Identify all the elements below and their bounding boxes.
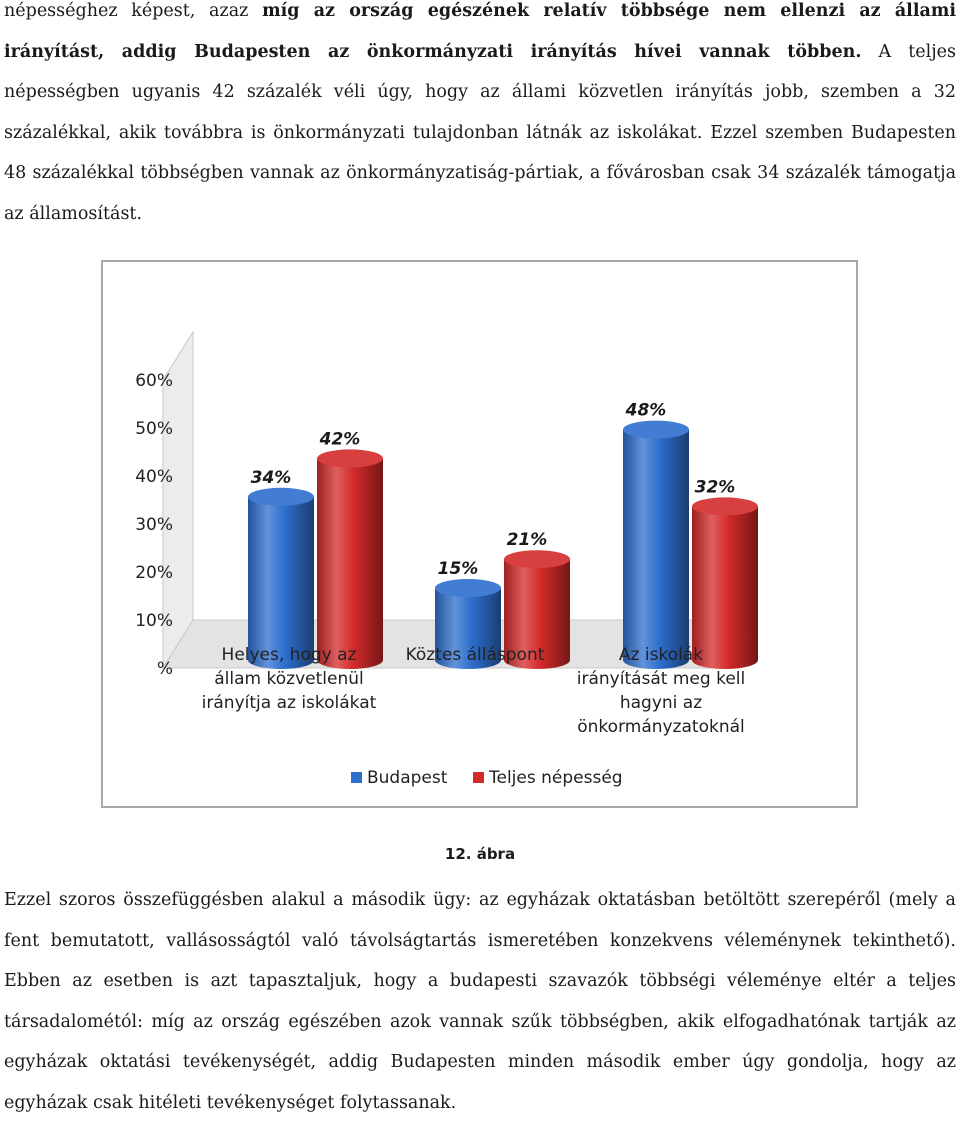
intro-bold-statement: míg az ország egészének relatív többsége nem ellenzi az állami irányítást, addig Budapesten az önkormányzati irányítás hívei vannak többen. — [4, 1, 956, 62]
legend-swatch — [351, 772, 362, 783]
data-label: 15% — [437, 559, 479, 579]
y-tick-label: 40% — [135, 467, 173, 487]
figure-caption: 12. ábra — [444, 845, 516, 863]
category-label: Helyes, hogy az — [221, 645, 357, 665]
data-label: 32% — [694, 477, 736, 498]
bar-top-2 — [692, 497, 758, 515]
bar-chart — [103, 262, 856, 806]
bar-top-1 — [504, 550, 570, 568]
bar-budapest-0 — [248, 497, 314, 669]
legend-label: Teljes népesség — [489, 768, 623, 788]
y-tick-label: 50% — [135, 419, 173, 439]
category-label: hagyni az — [619, 693, 703, 713]
y-tick-label: 60% — [135, 371, 173, 391]
intro-paragraph — [4, 0, 956, 235]
legend-swatch — [473, 772, 484, 783]
category-label: önkormányzatoknál — [577, 717, 745, 737]
bar-top-0 — [317, 449, 383, 467]
intro-text-rest: A teljes népességben ugyanis 42 százalék véli úgy, hogy az állami közvetlen irányítás jobb, szemben a 32 százalékkal, akik továbbra is önkormányzati tulajdonban látnák az iskolákat. Ezzel szemben Budapesten 48 százalékkal többségben vannak az önkormányzatiság-pártiak, a fővárosban csak 34 százalék támogatja az államosítást. — [4, 41, 956, 224]
data-label: 42% — [319, 429, 361, 450]
category-label: irányítását meg kell — [576, 669, 746, 689]
bar-teljes-népesség-0 — [317, 458, 383, 669]
category-label: Az iskolák — [618, 645, 704, 665]
category-label: Köztes álláspont — [405, 645, 545, 665]
legend-label: Budapest — [367, 768, 448, 788]
y-tick-label: % — [156, 659, 173, 679]
bar-top-1 — [435, 579, 501, 597]
data-label: 21% — [506, 530, 548, 551]
category-label: irányítja az iskolákat — [201, 693, 377, 713]
category-label: állam közvetlenül — [214, 669, 364, 689]
bar-chart-figure — [101, 260, 858, 808]
body-paragraph: Ezzel szoros összefüggésben alakul a második ügy: az egyházak oktatásban betöltött szerepéről (mely a fent bemutatott, vallásosságtól való távolságtartás ismeretében konzekvens véleménynek tekinthető). Ebben az esetben is azt tapasztaljuk, hogy a budapesti szavazók többségi véleménye eltér a teljes társadalométól: míg az ország egészében azok vannak szűk többségben, akik elfogadhatónak tartják az egyházak oktatási tevékenységét, addig Budapesten minden második ember úgy gondolja, hogy az egyházak csak hitéleti tevékenységet folytassanak. — [4, 890, 956, 1113]
intro-text-start: népességhez képest, azaz — [4, 1, 263, 21]
y-tick-label: 20% — [135, 563, 173, 583]
bar-budapest-2 — [623, 430, 689, 669]
y-tick-label: 30% — [135, 515, 173, 535]
data-label: 48% — [625, 400, 667, 421]
y-tick-label: 10% — [135, 611, 173, 631]
bar-top-2 — [623, 421, 689, 439]
bar-top-0 — [248, 488, 314, 506]
data-label: 34% — [250, 467, 292, 488]
